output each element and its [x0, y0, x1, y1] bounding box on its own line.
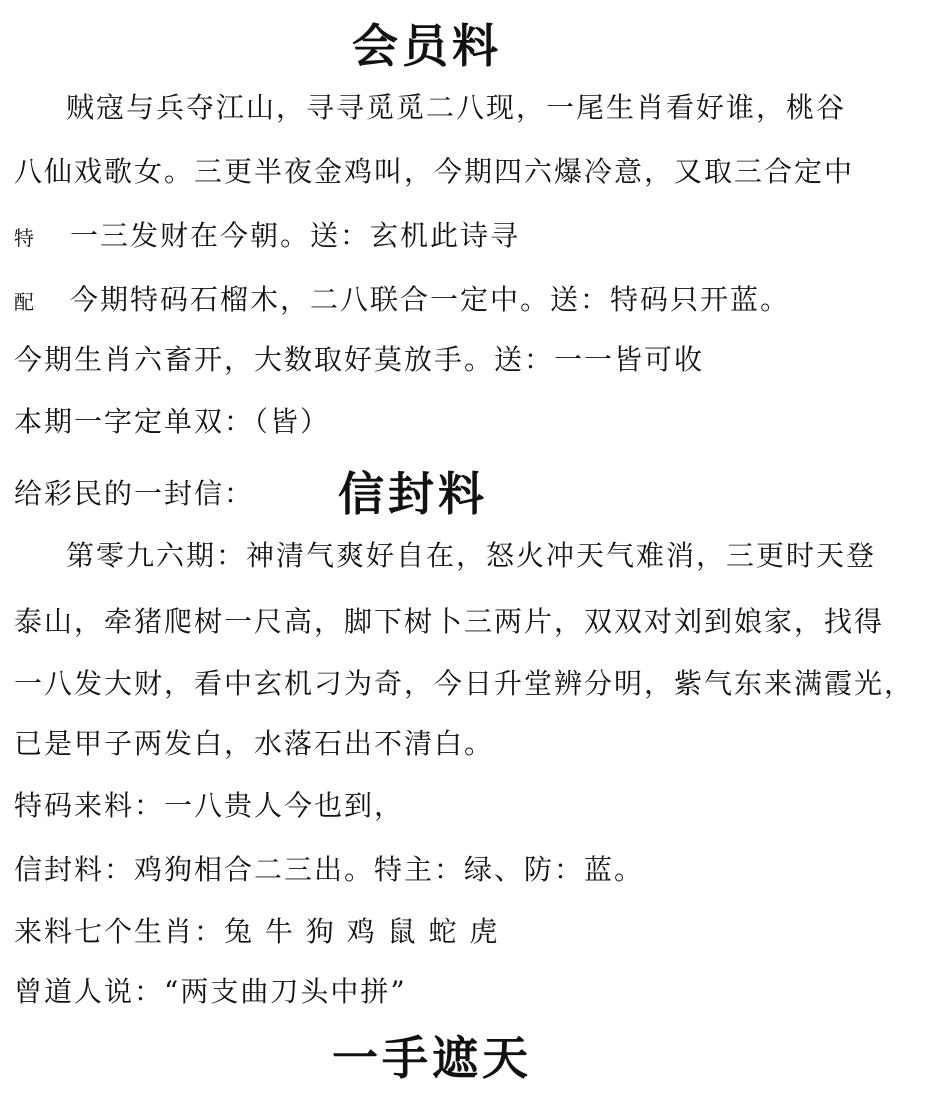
member-line-7: 给彩民的一封信：	[14, 477, 255, 510]
member-line-3-prefix: 特	[14, 226, 36, 250]
letter-line-7: 来料七个生肖：兔 牛 狗 鸡 鼠 蛇 虎	[14, 915, 500, 948]
letter-line-6: 信封料：鸡狗相合二三出。特主：绿、防：蓝。	[14, 853, 645, 886]
letter-line-8: 曾道人说：“两支曲刀头中拼”	[14, 975, 407, 1008]
member-line-4-prefix: 配	[14, 290, 36, 314]
letter-line-3: 一八发大财，看中玄机刁为奇，今日升堂辨分明，紫气东来满霞光，	[14, 667, 915, 700]
letter-line-5: 特码来料：一八贵人今也到，	[14, 789, 405, 822]
title-letter: 信封料	[338, 467, 488, 521]
member-line-3-text: 一三发财在今朝。送：玄机此诗寻	[70, 219, 521, 252]
member-line-5: 今期生肖六畜开，大数取好莫放手。送：一一皆可收	[14, 343, 705, 376]
letter-line-2: 泰山，牵猪爬树一尺高，脚下树卜三两片，双双对刘到娘家，找得	[14, 605, 885, 638]
letter-line-1: 第零九六期：神清气爽好自在，怒火冲天气难消，三更时天登	[66, 539, 877, 572]
letter-line-4: 已是甲子两发白，水落石出不清白。	[14, 727, 495, 760]
member-line-6: 本期一字定单双：（皆）	[14, 405, 331, 438]
title-member: 会员料	[352, 19, 502, 73]
member-line-3	[14, 216, 520, 258]
title-hand: 一手遮天	[332, 1031, 532, 1085]
member-line-4-text: 今期特码石榴木，二八联合一定中。送：特码只开蓝。	[70, 283, 791, 316]
member-line-4	[14, 280, 790, 322]
member-line-1: 贼寇与兵夺江山，寻寻觅觅二八现，一尾生肖看好谁，桃谷	[66, 91, 847, 124]
member-line-2: 八仙戏歌女。三更半夜金鸡叫，今期四六爆冷意，又取三合定中	[14, 155, 855, 188]
